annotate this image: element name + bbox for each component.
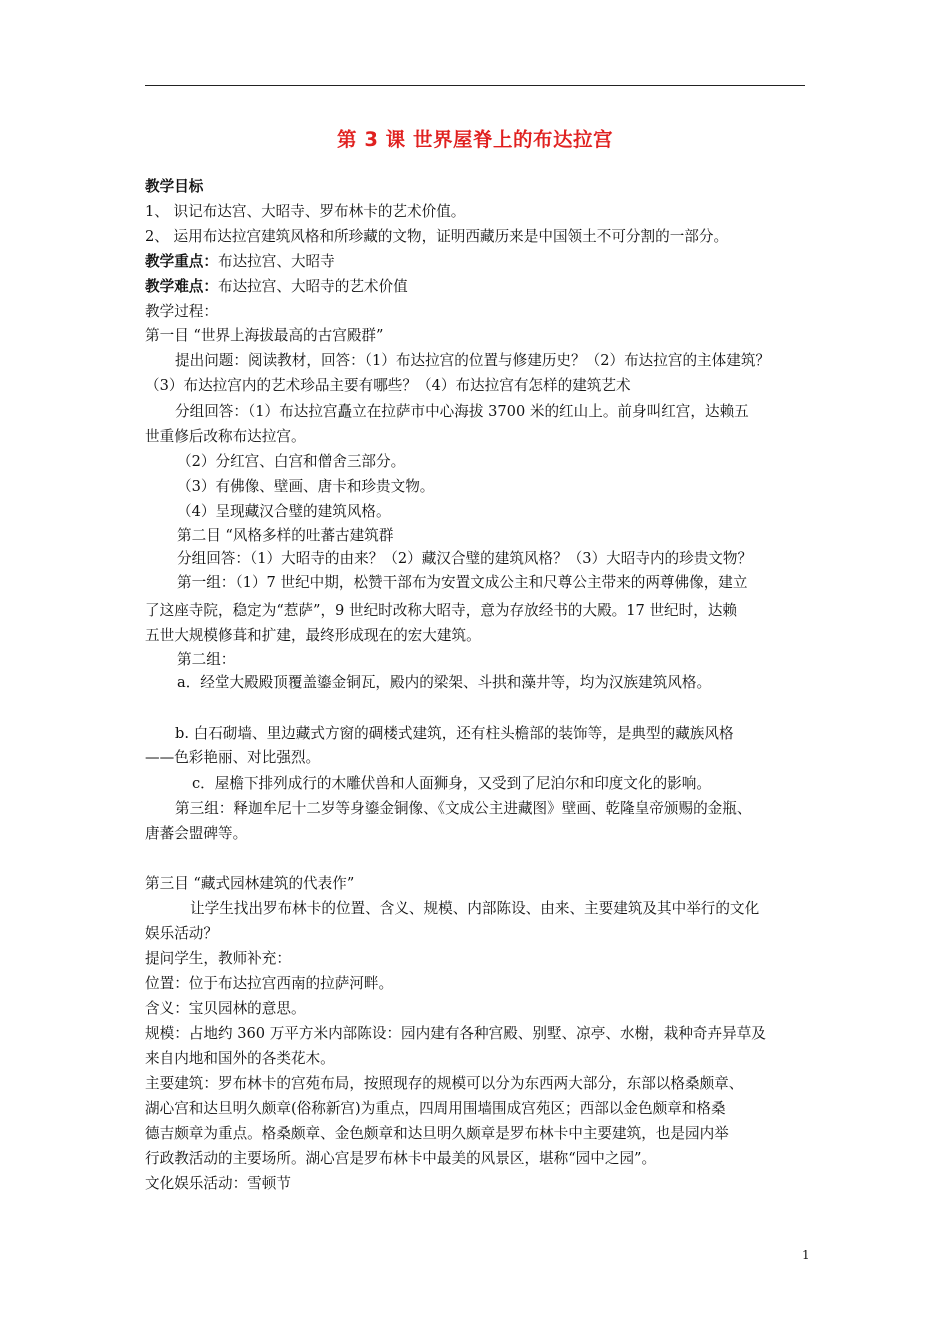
item2-group2-b-line1: b. 白石砌墙、里边藏式方窗的碉楼式建筑，还有柱头檐部的装饰等，是典型的藏族风格: [175, 725, 734, 742]
header-rule: [145, 85, 805, 86]
item3-main-line4: 行政教活动的主要场所。湖心宫是罗布林卡中最美的风景区，堪称“园中之园”。: [145, 1150, 657, 1167]
page-number: 1: [802, 1248, 810, 1262]
item3-task-line1: 让学生找出罗布林卡的位置、含义、规模、内部陈设、由来、主要建筑及其中举行的文化: [190, 900, 760, 917]
item2-group2-a: a．经堂大殿殿顶覆盖鎏金铜瓦，殿内的梁架、斗拱和藻井等，均为汉族建筑风格。: [177, 674, 712, 691]
key-label: 教学重点：: [145, 253, 218, 270]
item1-answer-4: （3）有佛像、壁画、唐卡和珍贵文物。: [177, 478, 435, 495]
item3-activity: 文化娱乐活动：雪顿节: [145, 1175, 291, 1192]
item2-group3-line2: 唐蕃会盟碑等。: [145, 825, 248, 842]
item3-scale-line1: 规模：占地约 360 万平方米内部陈设：园内建有各种宫殿、别墅、凉亭、水榭，栽种奇卉异草及: [145, 1025, 766, 1042]
item3-main-line1: 主要建筑：罗布林卡的宫苑布局，按照现存的规模可以分为东西两大部分，东部以格桑颇章、: [145, 1075, 744, 1092]
item2-group2-b-line2: ——色彩艳丽、对比强烈。: [145, 749, 321, 766]
difficult-label: 教学难点：: [145, 278, 218, 295]
item3-main-line3: 德吉颇章为重点。格桑颇章、金色颇章和达旦明久颇章是罗布林卡中主要建筑，也是园内举: [145, 1125, 729, 1142]
item3-title: 第三目 “藏式园林建筑的代表作”: [145, 875, 355, 892]
objective-1: 1、 识记布达宫、大昭寺、罗布林卡的艺术价值。: [145, 203, 466, 220]
objectives-heading: 教学目标: [145, 178, 204, 195]
item3-scale-line2: 来自内地和国外的各类花木。: [145, 1050, 335, 1067]
objective-2: 2、 运用布达拉宫建筑风格和所珍藏的文物，证明西藏历来是中国领土不可分割的一部分。: [145, 228, 729, 245]
item2-group3-line1: 第三组：释迦牟尼十二岁等身鎏金铜像、《文成公主进藏图》壁画、乾隆皇帝颁赐的金瓶、: [175, 800, 752, 817]
process-heading: 教学过程：: [145, 303, 218, 320]
item1-answer-5: （4）呈现藏汉合璧的建筑风格。: [177, 503, 391, 520]
item2-group1-line2: 了这座寺院，稳定为“惹萨”，9 世纪时改称大昭寺，意为存放经书的大殿。17 世纪时，达赖: [145, 602, 738, 619]
item1-answer-1: 分组回答：（1）布达拉宫矗立在拉萨市中心海拔 3700 米的红山上。前身叫红宫，达赖五: [175, 403, 749, 420]
item1-answer-2: 世重修后改称布达拉宫。: [145, 428, 306, 445]
item2-group1-line3: 五世大规模修葺和扩建，最终形成现在的宏大建筑。: [145, 627, 481, 644]
key-point: [145, 255, 335, 270]
item3-task-line2: 娱乐活动？: [145, 925, 218, 942]
item3-meaning: 含义：宝贝园林的意思。: [145, 1000, 306, 1017]
item1-answer-3: （2）分红宫、白宫和僧舍三部分。: [177, 453, 406, 470]
item3-main-line2: 湖心宫和达旦明久颇章(俗称新宫)为重点，四周用围墙围成宫苑区；西部以金色颇章和格桑: [145, 1100, 726, 1117]
page-title: 第 3 课 世界屋脊上的布达拉宫: [337, 128, 613, 151]
item2-title: 第二目 “风格多样的吐蕃古建筑群: [177, 527, 394, 544]
item1-title: 第一目 “世界上海拔最高的古宫殿群”: [145, 327, 384, 344]
item1-question-2: （3）布达拉宫内的艺术珍品主要有哪些？（4）布达拉宫有怎样的建筑艺术: [145, 377, 631, 394]
item3-position: 位置：位于布达拉宫西南的拉萨河畔。: [145, 975, 394, 992]
item1-question-1: 提出问题：阅读教材，回答：（1）布达拉宫的位置与修建历史？（2）布达拉宫的主体建筑？: [175, 352, 771, 369]
item2-group2-heading: 第二组：: [177, 651, 236, 668]
item3-ask: 提问学生，教师补充：: [145, 950, 291, 967]
key-value: 布达拉宫、大昭寺: [217, 253, 335, 270]
item2-group2-c: c．屋檐下排列成行的木雕伏兽和人面狮身，又受到了尼泊尔和印度文化的影响。: [192, 775, 711, 792]
difficult-value: 布达拉宫、大昭寺的艺术价值: [217, 278, 408, 295]
difficult-point: [145, 280, 408, 295]
item2-group1-line1: 第一组：（1）7 世纪中期，松赞干部布为安置文成公主和尺尊公主带来的两尊佛像，建立: [177, 574, 748, 591]
item2-question: 分组回答：（1）大昭寺的由来？（2）藏汉合璧的建筑风格？（3）大昭寺内的珍贵文物？: [177, 550, 753, 567]
